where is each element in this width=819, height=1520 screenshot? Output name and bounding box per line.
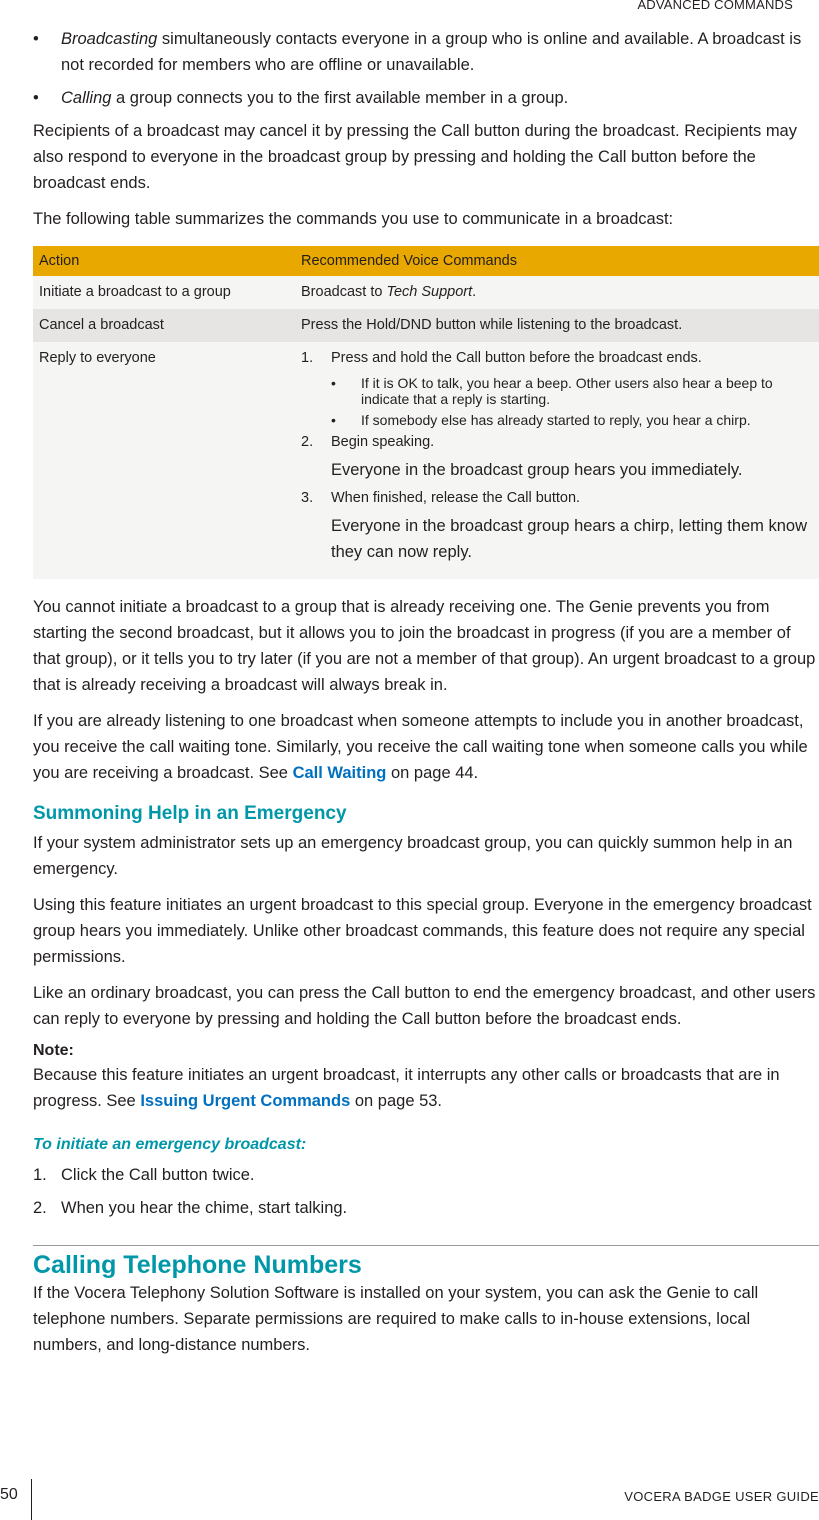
list-item: 2. Begin speaking. — [301, 434, 435, 450]
action-cell: Reply to everyone — [33, 342, 295, 579]
broadcast-commands-table — [33, 246, 819, 579]
step-note: Everyone in the broadcast group hears a chirp, letting them know they can now reply. — [331, 517, 808, 561]
action-cell: Initiate a broadcast to a group — [33, 276, 295, 309]
table-row — [33, 309, 819, 342]
call-waiting-paragraph: If you are already listening to one broadcast when someone attempts to include you in another broadcast, you receive the call waiting tone. Similarly, you receive the call waiting tone when someone calls you while you are receiving a broadcast. See Call Waiting on page 44. — [33, 712, 808, 782]
bullet-term: Broadcasting — [61, 30, 158, 48]
list-item: 2. When you hear the chime, start talking. — [33, 1199, 348, 1217]
reply-steps-cont — [301, 489, 813, 507]
page-content — [33, 26, 819, 1358]
telephone-paragraph: If the Vocera Telephony Solution Software is installed on your system, you can ask the Genie to call telephone numbers. Separate permissions are required to make calls to in-house extensions, local numbers, and long-distance numbers. — [33, 1284, 759, 1354]
list-item: 1. Press and hold the Call button before the broadcast ends. • If it is OK to talk, you hear a beep. Other users also hear a beep to indicate that a reply is starting. • If somebody else has already started to reply, you hear a chirp. — [301, 349, 813, 428]
list-item: • If somebody else has already started to reply, you hear a chirp. — [331, 412, 813, 428]
list-item: • If it is OK to talk, you hear a beep. Other users also hear a beep to indicate that a reply is starting. — [331, 375, 813, 407]
step-note: Everyone in the broadcast group hears you immediately. — [331, 461, 743, 479]
list-item — [33, 26, 819, 78]
section-divider — [33, 1245, 819, 1246]
bullet-text: a group connects you to the first available member in a group. — [111, 89, 569, 107]
table-header-row — [33, 246, 819, 276]
list-item: 1. Click the Call button twice. — [33, 1166, 255, 1184]
procedure-steps — [33, 1162, 819, 1221]
column-header-commands: Recommended Voice Commands — [295, 246, 819, 276]
footer-guide-title: VOCERA BADGE USER GUIDE — [624, 1489, 819, 1504]
emergency-heading: Summoning Help in an Emergency — [33, 803, 347, 824]
emergency-paragraph-3: Like an ordinary broadcast, you can press the Call button to end the emergency broadcast, and other users can reply to everyone by pressing and holding the Call button before the broadcast ends. — [33, 984, 816, 1028]
call-waiting-link[interactable]: Call Waiting — [292, 764, 387, 782]
footer-divider — [31, 1479, 32, 1520]
recipients-paragraph: Recipients of a broadcast may cancel it by pressing the Call button during the broadcast. Recipients may also respond to everyone in the broadcast group by pressing and holding the Call button before the broadcast ends. — [33, 122, 797, 192]
bullet-term: Calling — [61, 89, 112, 107]
running-header: ADVANCED COMMANDS — [637, 0, 793, 12]
reply-sub-bullets — [331, 375, 813, 428]
column-header-action: Action — [33, 246, 295, 276]
procedure-title: To initiate an emergency broadcast: — [33, 1136, 307, 1153]
command-cell: Press the Hold/DND button while listening to the broadcast. — [295, 309, 819, 342]
intro-bullet-list — [33, 26, 819, 111]
cannot-initiate-paragraph: You cannot initiate a broadcast to a group that is already receiving one. The Genie prevents you from starting the second broadcast, but it allows you to join the broadcast in progress (if you are a member of that group), or it tells you to try later (if you are not a member of that group). An urgent broadcast to a group that is already receiving a broadcast will always break in. — [33, 598, 816, 694]
table-row — [33, 342, 819, 579]
action-cell: Cancel a broadcast — [33, 309, 295, 342]
emergency-paragraph-1: If your system administrator sets up an emergency broadcast group, you can quickly summon help in an emergency. — [33, 834, 793, 878]
command-cell: Broadcast to Tech Support. — [295, 276, 819, 309]
note-label: Note: — [33, 1042, 74, 1059]
page-number: 50 — [0, 1486, 18, 1503]
list-item — [33, 85, 819, 111]
command-cell — [295, 342, 819, 579]
telephone-heading: Calling Telephone Numbers — [33, 1251, 362, 1279]
note-text: Because this feature initiates an urgent broadcast, it interrupts any other calls or broadcasts that are in progress. See Issuing Urgent Commands on page 53. — [33, 1066, 780, 1110]
table-row — [33, 276, 819, 309]
reply-steps — [301, 349, 813, 451]
bullet-text: simultaneously contacts everyone in a group who is online and available. A broadcast is not recorded for members who are offline or unavailable. — [61, 30, 802, 74]
list-item: 3. When finished, release the Call button. — [301, 490, 581, 506]
urgent-commands-link[interactable]: Issuing Urgent Commands — [140, 1092, 351, 1110]
table-intro-paragraph: The following table summarizes the commands you use to communicate in a broadcast: — [33, 210, 674, 228]
emergency-paragraph-2: Using this feature initiates an urgent broadcast to this special group. Everyone in the emergency broadcast group hears you immediately. Unlike other broadcast commands, this feature does not require any special permissions. — [33, 896, 812, 966]
